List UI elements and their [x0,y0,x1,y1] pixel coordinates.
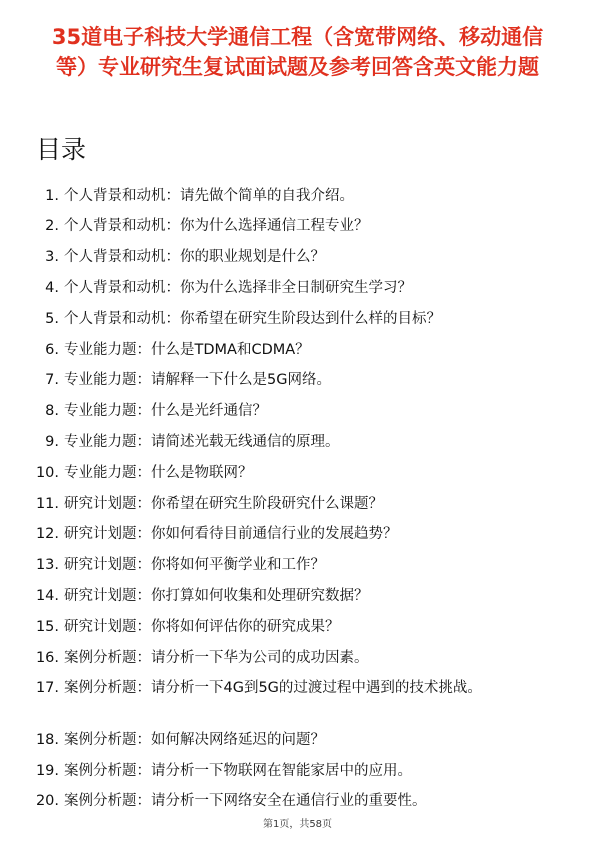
toc-heading: 目录 [36,135,87,164]
toc-item-text: 研究计划题：你如何看待目前通信行业的发展趋势？ [64,526,398,542]
toc-item-text: 个人背景和动机：你为什么选择非全日制研究生学习？ [64,280,412,296]
toc-item-text: 个人背景和动机：你为什么选择通信工程专业？ [64,218,369,234]
toc-item-number: 15. [35,619,59,635]
document-title: 35道电子科技大学通信工程（含宽带网络、移动通信等）专业研究生复试面试题及参考回答含英文能力题 [51,25,544,79]
toc-item-number: 11. [35,496,59,512]
toc-item-number: 8. [45,403,59,419]
toc-item-text: 研究计划题：你将如何评估你的研究成果？ [64,619,340,635]
toc-item-text: 研究计划题：你希望在研究生阶段研究什么课题？ [64,496,383,512]
toc-item-text: 专业能力题：什么是物联网？ [64,465,253,481]
toc-item-text: 个人背景和动机：你希望在研究生阶段达到什么样的目标？ [64,311,441,327]
page-footer: 第1页，共58页 [262,819,333,830]
toc-item-text: 研究计划题：你打算如何收集和处理研究数据？ [64,588,369,604]
toc-item-text: 专业能力题：什么是光纤通信？ [64,403,267,419]
toc-item-number: 10. [35,465,59,481]
toc-item-number: 1. [45,188,59,204]
toc-item-text: 案例分析题：请分析一下华为公司的成功因素。 [64,650,369,666]
toc-item-text: 个人背景和动机：请先做个简单的自我介绍。 [64,188,354,204]
toc-item-number: 18. [35,732,59,748]
toc-item-text: 个人背景和动机：你的职业规划是什么？ [64,249,325,265]
toc-item-text: 专业能力题：什么是TDMA和CDMA？ [64,342,310,358]
toc-item-number: 16. [35,650,59,666]
toc-item-number: 3. [45,249,59,265]
toc-item-number: 2. [45,218,59,234]
toc-item-number: 9. [45,434,59,450]
toc-item-number: 7. [45,372,59,388]
toc-item-number: 19. [35,763,59,779]
toc-item-text: 案例分析题：请分析一下网络安全在通信行业的重要性。 [64,793,427,809]
toc-item-text: 研究计划题：你将如何平衡学业和工作？ [64,557,325,573]
toc-item-text: 专业能力题：请简述光载无线通信的原理。 [64,434,340,450]
toc-item-text: 专业能力题：请解释一下什么是5G网络。 [64,372,331,388]
toc-item-number: 4. [45,280,59,296]
toc-item-number: 20. [35,793,59,809]
toc-item-number: 12. [35,526,59,542]
toc-item-text: 案例分析题：如何解决网络延迟的问题？ [64,732,325,748]
toc-item-number: 13. [35,557,59,573]
toc-item-number: 17. [35,680,59,696]
toc-item-number: 14. [35,588,59,604]
toc-item-text: 案例分析题：请分析一下物联网在智能家居中的应用。 [64,763,412,779]
toc-item-number: 5. [45,311,59,327]
toc-item-text: 案例分析题：请分析一下4G到5G的过渡过程中遇到的技术挑战。 [64,680,482,696]
toc-item-number: 6. [45,342,59,358]
